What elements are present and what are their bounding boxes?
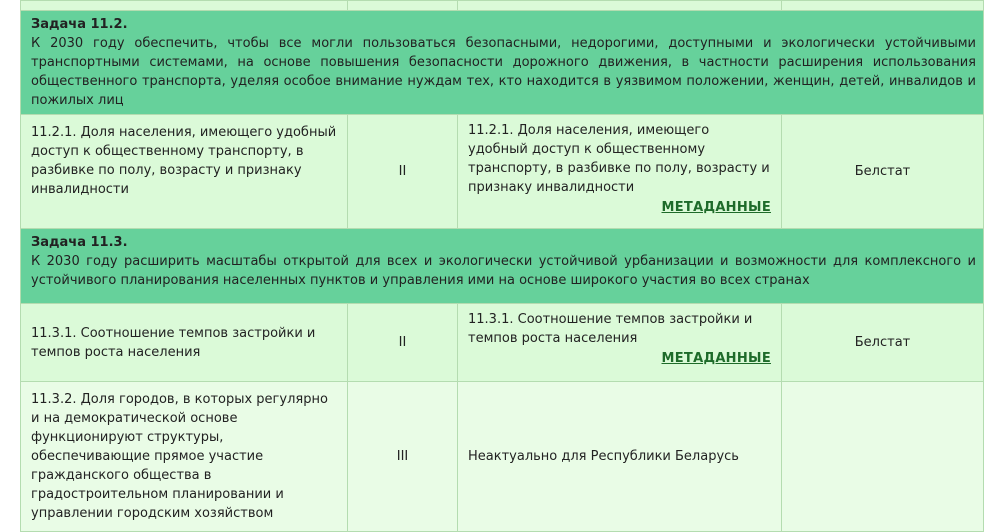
national-indicator-cell (458, 304, 782, 382)
metadata-link[interactable]: МЕТАДАННЫЕ (661, 351, 771, 366)
task-row (21, 229, 984, 304)
global-indicator-cell (21, 115, 348, 229)
cell (458, 1, 782, 11)
agency-value: Белстат (854, 335, 911, 350)
metadata-link[interactable]: МЕТАДАННЫЕ (661, 200, 771, 215)
task-description: К 2030 году обеспечить, чтобы все могли пользоваться безопасными, недорогими, доступными и экологически устойчивыми транспортными системами, на основе повышения безопасности дорожного движения, в частности расширения использования общественного транспорта, уделяя особое внимание нуждам тех, кто находится в уязвимом положении, женщин, детей, инвалидов и пожилых лиц (31, 36, 976, 108)
task-cell (21, 229, 984, 304)
global-indicator-text: 11.2.1. Доля населения, имеющего удобный доступ к общественному транспорту, в разбивке по полу, возрасту и признаку инвалидности (31, 125, 337, 197)
task-cell (21, 11, 984, 115)
global-indicator-cell (21, 382, 348, 532)
table-row-top-stub (21, 1, 984, 11)
task-title: Задача 11.3. (31, 235, 128, 250)
tier-value: III (396, 449, 409, 464)
tier-value: II (398, 164, 407, 179)
tier-cell (348, 115, 458, 229)
sdg-indicators-table (20, 0, 984, 532)
table-row (21, 115, 984, 229)
tier-cell (348, 382, 458, 532)
sdg-table-container (20, 0, 984, 521)
national-indicator-text: 11.2.1. Доля населения, имеющего удобный доступ к общественному транспорту, в разбивке по полу, возрасту и признаку инвалидности (468, 123, 770, 195)
agency-cell (782, 382, 984, 532)
national-indicator-cell (458, 382, 782, 532)
task-title: Задача 11.2. (31, 17, 128, 32)
task-row (21, 11, 984, 115)
global-indicator-text: 11.3.1. Соотношение темпов застройки и темпов роста населения (31, 325, 316, 360)
tier-value: II (398, 335, 407, 350)
global-indicator-text: 11.3.2. Доля городов, в которых регулярно и на демократической основе функционируют структуры, обеспечивающие прямое участие гражданского общества в градостроительном планировании и управлении городским хозяйством (31, 392, 328, 521)
national-indicator-text: Неактуально для Республики Беларусь (468, 449, 739, 464)
cell (348, 1, 458, 11)
agency-cell (782, 115, 984, 229)
global-indicator-cell (21, 304, 348, 382)
agency-value: Белстат (854, 164, 911, 179)
cell (21, 1, 348, 11)
national-indicator-text: 11.3.1. Соотношение темпов застройки и темпов роста населения (468, 312, 753, 346)
cell (782, 1, 984, 11)
task-description: К 2030 году расширить масштабы открытой для всех и экологически устойчивой урбанизации и возможности для комплексного и устойчивого планирования населенных пунктов и управления ими на основе широкого участия во всех странах (31, 254, 976, 288)
table-row (21, 382, 984, 532)
agency-cell (782, 304, 984, 382)
national-indicator-cell (458, 115, 782, 229)
table-row (21, 304, 984, 382)
tier-cell (348, 304, 458, 382)
